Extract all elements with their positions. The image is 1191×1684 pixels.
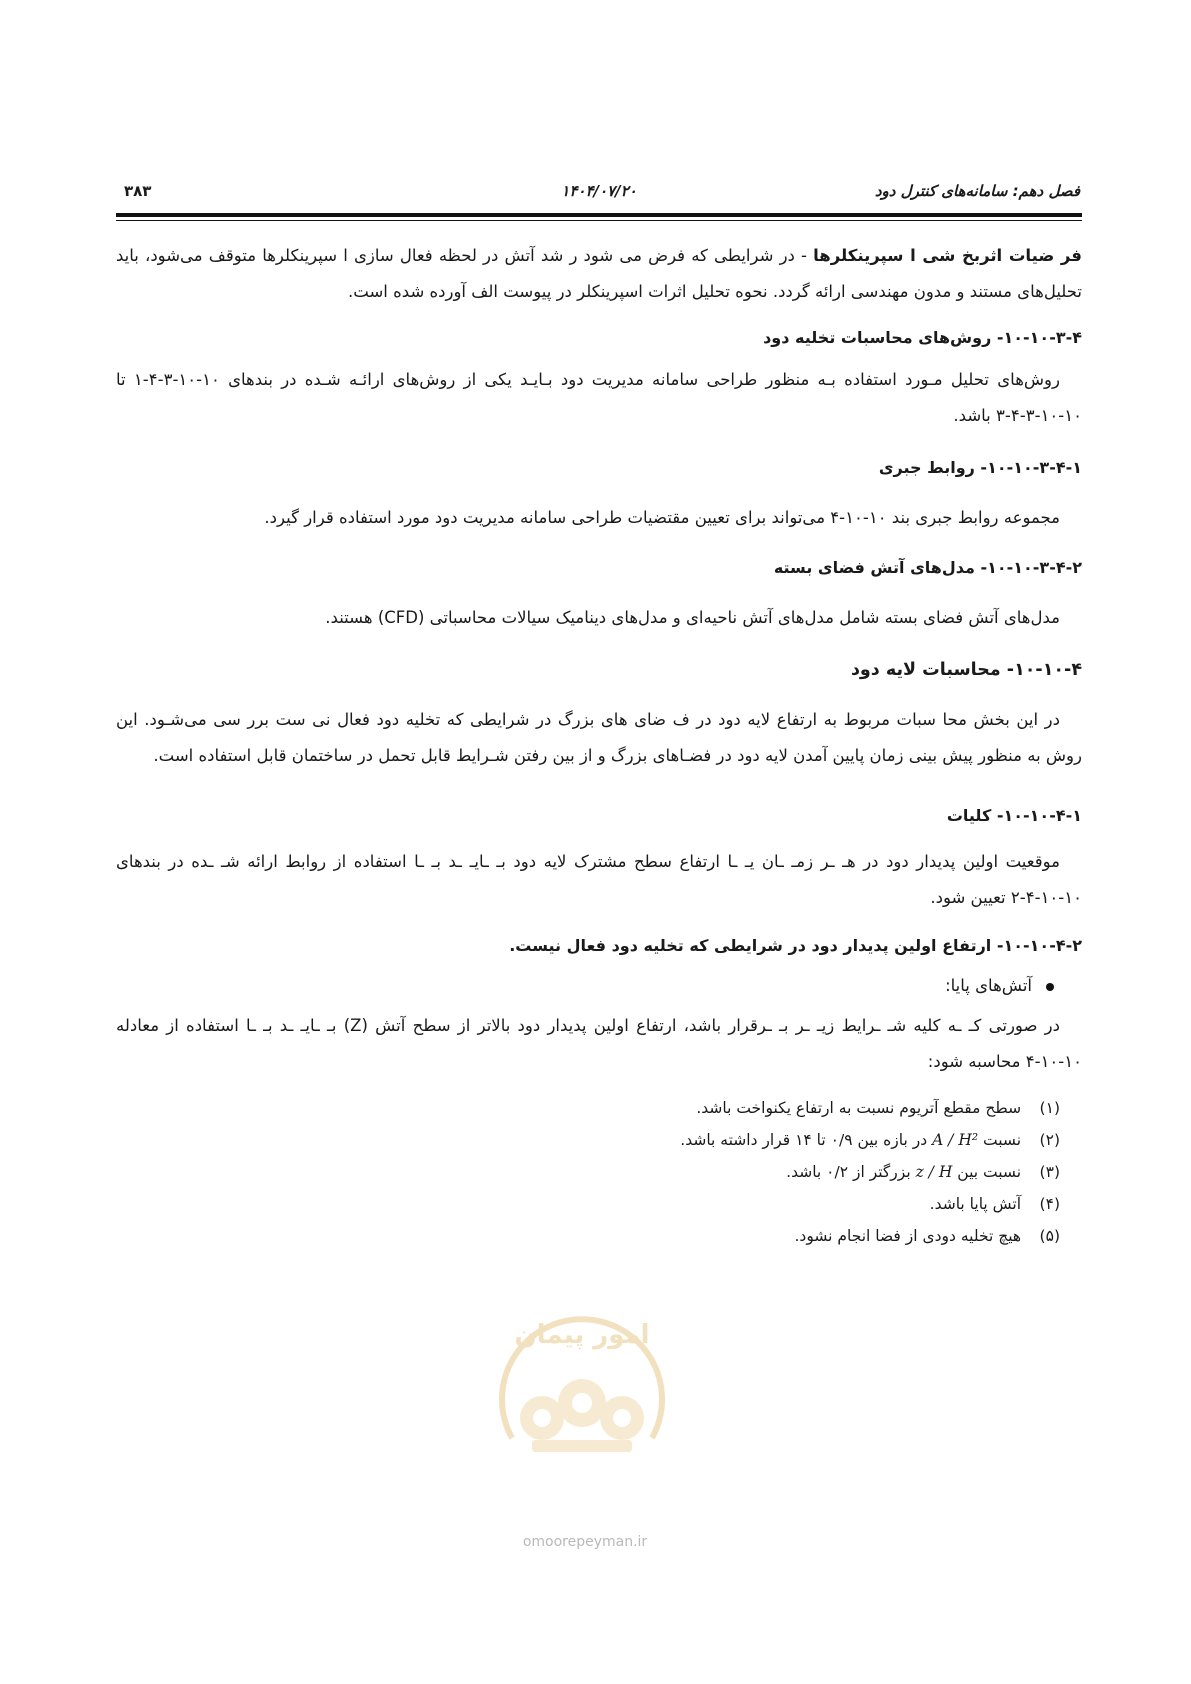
list-text-pre: نسبت	[983, 1131, 1022, 1149]
page-header	[118, 182, 1080, 208]
list-item	[116, 1092, 1060, 1124]
bullet-text: آتش‌های پایا:	[945, 976, 1032, 995]
header-rule-thin	[116, 220, 1082, 221]
header-rule-thick	[116, 213, 1082, 217]
list-item	[116, 1156, 1060, 1188]
watermark-logo-text: امور پیمان	[514, 1320, 650, 1350]
math-expression: z / H	[915, 1163, 953, 1181]
list-text: آتش پایا باشد.	[929, 1195, 1022, 1213]
list-number: (۵)	[1039, 1227, 1060, 1245]
list-text: سطح مقطع آتریوم نسبت به ارتفاع یکنواخت باشد.	[696, 1099, 1022, 1117]
heading-smoke-layer-calculations: ۱۰-۱۰-۴- محاسبات لایه دود	[850, 660, 1082, 680]
heading-smoke-exhaust-methods: ۱۰-۱۰-۳-۴- روش‌های محاسبات تخلیه دود	[763, 328, 1082, 347]
heading-compartment-fire-models: ۱۰-۱۰-۳-۴-۲- مدل‌های آتش فضای بسته	[773, 558, 1082, 577]
paragraph-algebraic-relations: مجموعه روابط جبری بند ۱۰-۱۰-۴ می‌تواند برای تعیین مقتضیات طراحی سامانه مدیریت دود مورد استفاده قرار گیرد.	[264, 508, 1060, 527]
paragraph-text: - در شرایطی که فرض می شود ر شد آتش در لحظه فعال سازی ا سپرینکلرها متوقف می‌شود، باید تحلیل‌های مستند و مدون مهندسی ارائه گردد. نحوه تحلیل اثرات اسپرینکلر در پیوست الف آورده شده است.	[116, 246, 1082, 301]
page-body	[116, 238, 1082, 1252]
watermark-url-text: omoorepeyman.ir	[522, 1534, 648, 1550]
paragraph-smoke-layer-calculations: در این بخش محا سبات مربوط به ارتفاع لایه دود در ف ضای های بزرگ در شرایطی که تخلیه دود فعال نی ست برر سی می‌شـود. این روش به منظور پیش بینی زمان پایین آمدن لایه دود در فضـاهای بزرگ و از بین رفتن شـرایط قابل تحمل در ساختمان قابل استفاده است.	[116, 710, 1082, 765]
paragraph-conditions: در صورتی کـ ـه کلیه شـ ـرایط زیـ ـر بـ ـرقرار باشد، ارتفاع اولین پدیدار دود بالاتر از سطح آتش (Z) بـ ـایـ ـد بـ ـا استفاده از معادله ۱۰-۱۰-۴ محاسبه شود:	[116, 1016, 1082, 1071]
header-date: ۱۴۰۴/۰۷/۲۰	[561, 182, 637, 200]
paragraph-analysis-methods: روش‌های تحلیل مـورد استفاده بـه منظور طراحی سامانه مدیریت دود بـایـد یکی از روش‌های ارائـه شـده در بندهای ۱۰-۱۰-۳-۴-۱ تا ۱۰-۱۰-۳-۴-۳ باشد.	[116, 370, 1082, 425]
chapter-title: فصل دهم: سامانه‌های کنترل دود	[874, 182, 1080, 200]
paragraph-compartment-fire-models: مدل‌های آتش فضای بسته شامل مدل‌های آتش ناحیه‌ای و مدل‌های دینامیک سیالات محاسباتی (CFD) هستند.	[325, 608, 1060, 627]
paragraph-lead-bold: فر ضیات اثربخ شی ا سپرینکلرها	[813, 246, 1082, 265]
list-number: (۳)	[1039, 1163, 1060, 1181]
bullet-dot-icon	[1046, 983, 1054, 991]
list-text-pre: نسبت بین	[957, 1163, 1022, 1181]
heading-first-indication-height: ۱۰-۱۰-۴-۲- ارتفاع اولین پدیدار دود در شرایطی که تخلیه دود فعال نیست.	[509, 936, 1082, 955]
page-number: ۳۸۳	[124, 182, 152, 200]
list-text-post: در بازه بین ۰/۹ تا ۱۴ قرار داشته باشد.	[680, 1131, 928, 1149]
list-item	[116, 1124, 1060, 1156]
list-number: (۴)	[1039, 1195, 1060, 1213]
list-item	[116, 1188, 1060, 1220]
bullet-steady-fires	[116, 968, 1082, 1004]
list-number: (۱)	[1039, 1099, 1060, 1117]
paragraph-general: موقعیت اولین پدیدار دود در هـ ـر زمـ ـان یـ ـا ارتفاع سطح مشترک لایه دود بـ ـایـ ـد بـ ـا استفاده از روابط ارائه شـ ـده در بندهای ۱۰-۱۰-۴-۲ تعیین شود.	[116, 852, 1082, 907]
list-text: هیچ تخلیه دودی از فضا انجام نشود.	[794, 1227, 1022, 1245]
conditions-list	[116, 1092, 1082, 1252]
paragraph-sprinkler-assumptions	[116, 238, 1082, 310]
list-item	[116, 1220, 1060, 1252]
list-number: (۲)	[1039, 1131, 1060, 1149]
heading-algebraic-relations: ۱۰-۱۰-۳-۴-۱- روابط جبری	[878, 458, 1082, 477]
math-expression: A / H²	[932, 1131, 979, 1149]
list-text-post: بزرگتر از ۰/۲ باشد.	[786, 1163, 911, 1181]
watermark-logo-icon	[472, 1268, 692, 1488]
heading-general: ۱۰-۱۰-۴-۱- کلیات	[946, 806, 1082, 825]
watermark-url	[470, 1534, 700, 1550]
